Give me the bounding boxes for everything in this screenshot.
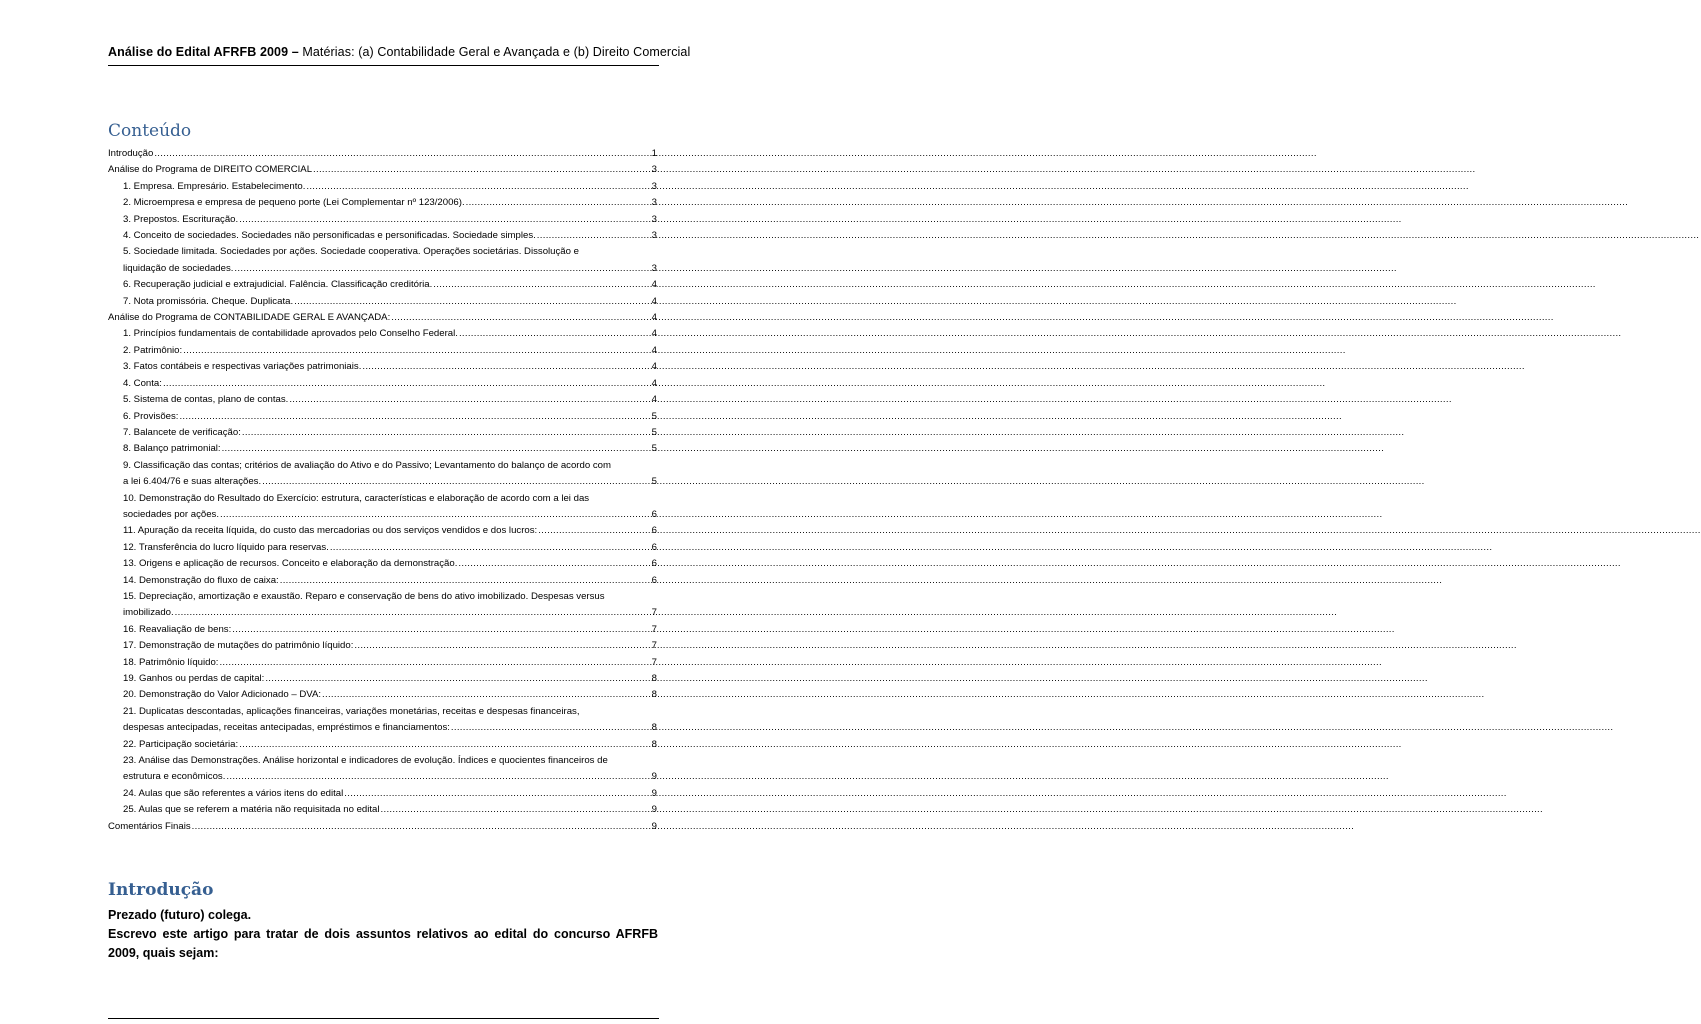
toc-entry[interactable] xyxy=(108,491,657,524)
running-header xyxy=(108,45,691,59)
intro-paragraph: Prezado (futuro) colega. xyxy=(108,908,252,922)
toc-entry-text: 2. Patrimônio: xyxy=(123,344,183,356)
toc-entry-text: 15. Depreciação, amortização e exaustão. Reparo e conservação de bens do ativo imobilizado. Despesas versus xyxy=(123,590,605,602)
toc-page-number: 9 xyxy=(651,804,657,816)
toc-entry-text: 7. Nota promissória. Cheque. Duplicata. xyxy=(123,295,294,307)
toc-page-number: 9 xyxy=(651,820,657,832)
toc-page-number: 3 xyxy=(651,262,657,274)
toc-entry[interactable] xyxy=(108,655,657,671)
toc-page-number: 3 xyxy=(651,197,657,209)
toc-entry[interactable] xyxy=(108,195,657,211)
toc-dot-leader xyxy=(183,343,650,359)
toc-dot-leader xyxy=(538,523,650,539)
toc-dot-leader xyxy=(265,671,650,687)
toc-entry-text: 3. Fatos contábeis e respectivas variações patrimoniais. xyxy=(123,361,362,373)
header-subjects: Matérias: (a) Contabilidade Geral e Avançada e (b) Direito Comercial xyxy=(298,45,691,59)
toc-dot-leader xyxy=(391,310,650,326)
toc-dot-leader xyxy=(219,655,650,671)
toc-entry[interactable] xyxy=(108,540,657,556)
toc-entry-text: 19. Ganhos ou perdas de capital: xyxy=(123,673,265,684)
toc-dot-leader xyxy=(154,146,650,162)
toc-entry-text: imobilizado. xyxy=(123,607,174,619)
toc-page-number: 6 xyxy=(651,525,657,537)
toc-entry-text: despesas antecipadas, receitas antecipadas, empréstimos e financiamentos: xyxy=(123,722,450,734)
toc-entry[interactable] xyxy=(108,753,657,786)
toc-dot-leader xyxy=(313,162,651,178)
toc-entry[interactable] xyxy=(108,277,657,293)
toc-entry[interactable] xyxy=(108,704,657,737)
toc-entry[interactable] xyxy=(108,638,657,654)
footer-rule xyxy=(108,1018,659,1019)
toc-heading: Conteúdo xyxy=(108,121,192,141)
toc-entry-text: 11. Apuração da receita líquida, do custo das mercadorias ou dos serviços vendidos e dos lucros: xyxy=(123,525,538,537)
toc-page-number: 4 xyxy=(651,394,657,406)
toc-entry[interactable] xyxy=(108,589,657,622)
toc-entry-text: 22. Participação societária: xyxy=(123,738,239,750)
toc-entry[interactable] xyxy=(108,228,657,244)
toc-dot-leader xyxy=(192,819,651,835)
toc-entry-text: 1. Empresa. Empresário. Estabelecimento. xyxy=(123,180,306,192)
toc-dot-leader xyxy=(458,556,650,572)
toc-entry[interactable] xyxy=(108,343,657,359)
intro-paragraph: Escrevo este artigo para tratar de dois assuntos relativos ao edital do concurso AFRFB 2009, quais sejam: xyxy=(108,927,658,960)
toc-entry-text: 20. Demonstração do Valor Adicionado – DVA: xyxy=(123,689,322,701)
toc-entry-text: 14. Demonstração do fluxo de caixa: xyxy=(123,574,279,586)
toc-page-number: 6 xyxy=(651,541,657,553)
toc-dot-leader xyxy=(239,212,650,228)
toc-entry-text: 6. Provisões: xyxy=(123,410,179,422)
toc-entry-text: 12. Transferência do lucro líquido para reservas. xyxy=(123,541,329,553)
toc-page-number: 3 xyxy=(651,230,657,242)
toc-page-number: 7 xyxy=(651,640,657,652)
toc-entry[interactable] xyxy=(108,425,657,441)
toc-entry-text: 17. Demonstração de mutações do patrimônio líquido: xyxy=(123,640,354,652)
toc-entry[interactable] xyxy=(108,671,657,687)
toc-entry-text: 16. Reavaliação de bens: xyxy=(123,623,232,635)
toc-page-number: 9 xyxy=(651,787,657,799)
toc-page-number: 3 xyxy=(651,180,657,192)
toc-page-number: 7 xyxy=(651,607,657,619)
toc-dot-leader xyxy=(294,294,651,310)
toc-page-number: 4 xyxy=(651,328,657,340)
header-rule xyxy=(108,65,659,66)
toc-dot-leader xyxy=(289,392,650,408)
toc-entry[interactable] xyxy=(108,687,657,703)
toc-dot-leader xyxy=(220,507,651,523)
toc-page-number: 4 xyxy=(651,295,657,307)
toc-entry-text: Comentários Finais xyxy=(108,820,191,832)
toc-page-number: 6 xyxy=(651,508,657,520)
toc-entry[interactable] xyxy=(108,523,657,539)
toc-entry-text: Análise do Programa de CONTABILIDADE GERAL E AVANÇADA: xyxy=(108,312,391,324)
toc-entry-text: estrutura e econômicos. xyxy=(123,771,226,783)
toc-dot-leader xyxy=(433,277,650,293)
toc-page-number: 5 xyxy=(651,443,657,455)
toc-entry[interactable] xyxy=(108,244,657,277)
toc-dot-leader xyxy=(179,409,650,425)
toc-dot-leader xyxy=(362,359,650,375)
toc-entry[interactable] xyxy=(108,556,657,572)
toc-entry[interactable] xyxy=(108,359,657,375)
toc-dot-leader xyxy=(537,228,651,244)
toc-entry-text: 23. Análise das Demonstrações. Análise horizontal e indicadores de evolução. Índices e quocientes financeiros de xyxy=(123,755,608,767)
toc-entry-text: 1. Princípios fundamentais de contabilidade aprovados pelo Conselho Federal. xyxy=(123,328,458,340)
toc-page-number: 8 xyxy=(651,738,657,750)
toc-entry-text: 2. Microempresa e empresa de pequeno porte (Lei Complementar nº 123/2006). xyxy=(123,197,465,209)
toc-entry-text: 13. Origens e aplicação de recursos. Conceito e elaboração da demonstração. xyxy=(123,558,458,570)
toc-page-number: 4 xyxy=(651,361,657,373)
toc-dot-leader xyxy=(234,261,650,277)
toc-entry[interactable] xyxy=(108,441,657,457)
toc-dot-leader xyxy=(459,326,651,342)
toc-dot-leader xyxy=(262,474,651,490)
toc-entry-text: 25. Aulas que se referem a matéria não requisitada no edital xyxy=(123,804,380,816)
toc-page-number: 8 xyxy=(651,689,657,701)
toc-entry[interactable] xyxy=(108,376,657,392)
toc-page-number: 6 xyxy=(651,558,657,570)
toc-entry[interactable] xyxy=(108,458,657,491)
toc-page-number: 7 xyxy=(651,656,657,668)
toc-dot-leader xyxy=(381,802,651,818)
toc-entry-text: 9. Classificação das contas; critérios de avaliação do Ativo e do Passivo; Levantamento do balanço de acordo com xyxy=(123,459,611,471)
toc-dot-leader xyxy=(239,737,650,753)
toc-dot-leader xyxy=(163,376,651,392)
toc-entry-text: 24. Aulas que são referentes a vários itens do edital xyxy=(123,787,344,799)
toc-page-number: 8 xyxy=(651,722,657,734)
toc-entry[interactable] xyxy=(108,819,657,835)
toc-dot-leader xyxy=(226,769,650,785)
toc-entry-text: a lei 6.404/76 e suas alterações. xyxy=(123,476,262,488)
toc-entry[interactable] xyxy=(108,392,657,408)
toc-entry-text: 4. Conceito de sociedades. Sociedades não personificadas e personificadas. Sociedade simples. xyxy=(123,230,536,242)
toc-entry[interactable] xyxy=(108,326,657,342)
toc-entry-text: 4. Conta: xyxy=(123,377,162,389)
toc-dot-leader xyxy=(330,540,651,556)
toc-page-number: 5 xyxy=(651,410,657,422)
toc-page-number: 3 xyxy=(651,164,657,176)
table-of-contents xyxy=(108,146,657,835)
toc-entry-text: 5. Sociedade limitada. Sociedades por ações. Sociedade cooperativa. Operações societárias. Dissolução e xyxy=(123,246,579,258)
toc-page-number: 8 xyxy=(651,673,657,684)
toc-dot-leader xyxy=(451,720,651,736)
toc-dot-leader xyxy=(280,573,651,589)
toc-entry-text: 8. Balanço patrimonial: xyxy=(123,443,221,455)
toc-entry-text: 6. Recuperação judicial e extrajudicial. Falência. Classificação creditória. xyxy=(123,279,433,291)
toc-page-number: 6 xyxy=(651,574,657,586)
toc-entry[interactable] xyxy=(108,212,657,228)
toc-entry[interactable] xyxy=(108,622,657,638)
toc-page-number: 7 xyxy=(651,623,657,635)
toc-entry[interactable] xyxy=(108,179,657,195)
toc-dot-leader xyxy=(354,638,650,654)
toc-entry-text: 5. Sistema de contas, plano de contas. xyxy=(123,394,289,406)
toc-entry-text: 21. Duplicatas descontadas, aplicações financeiras, variações monetárias, receitas e despesas financeiras, xyxy=(123,705,580,717)
toc-entry[interactable] xyxy=(108,802,657,818)
toc-dot-leader xyxy=(222,441,651,457)
toc-page-number: 4 xyxy=(651,279,657,291)
toc-entry-text: 7. Balancete de verificação: xyxy=(123,426,241,438)
toc-entry[interactable] xyxy=(108,146,657,162)
toc-entry-text: 3. Prepostos. Escrituração. xyxy=(123,213,239,225)
toc-dot-leader xyxy=(232,622,650,638)
header-title: Análise do Edital AFRFB 2009 – xyxy=(108,45,299,59)
toc-dot-leader xyxy=(242,425,651,441)
toc-entry[interactable] xyxy=(108,294,657,310)
toc-entry-text: Introdução xyxy=(108,148,154,159)
toc-entry[interactable] xyxy=(108,786,657,802)
toc-dot-leader xyxy=(306,179,650,195)
toc-dot-leader xyxy=(322,687,651,703)
intro-body xyxy=(108,906,658,963)
toc-entry-text: Análise do Programa de DIREITO COMERCIAL xyxy=(108,164,313,176)
toc-entry[interactable] xyxy=(108,737,657,753)
toc-entry-text: 10. Demonstração do Resultado do Exercício: estrutura, características e elaboração de acordo com a lei das xyxy=(123,492,590,504)
toc-entry[interactable] xyxy=(108,162,657,178)
toc-entry[interactable] xyxy=(108,573,657,589)
toc-page-number: 3 xyxy=(651,213,657,225)
toc-page-number: 5 xyxy=(651,426,657,438)
toc-page-number: 9 xyxy=(651,771,657,783)
toc-entry-text: 18. Patrimônio líquido: xyxy=(123,656,219,668)
toc-dot-leader xyxy=(466,195,651,211)
toc-dot-leader xyxy=(175,605,651,621)
toc-page-number: 1 xyxy=(651,148,657,159)
toc-page-number: 5 xyxy=(651,476,657,488)
toc-entry[interactable] xyxy=(108,409,657,425)
toc-page-number: 4 xyxy=(651,344,657,356)
toc-entry-text: sociedades por ações. xyxy=(123,508,219,520)
intro-heading: Introdução xyxy=(108,880,214,900)
toc-dot-leader xyxy=(344,786,650,802)
toc-entry-text: liquidação de sociedades. xyxy=(123,262,234,274)
toc-page-number: 4 xyxy=(651,312,657,324)
toc-page-number: 4 xyxy=(651,377,657,389)
toc-entry[interactable] xyxy=(108,310,657,326)
